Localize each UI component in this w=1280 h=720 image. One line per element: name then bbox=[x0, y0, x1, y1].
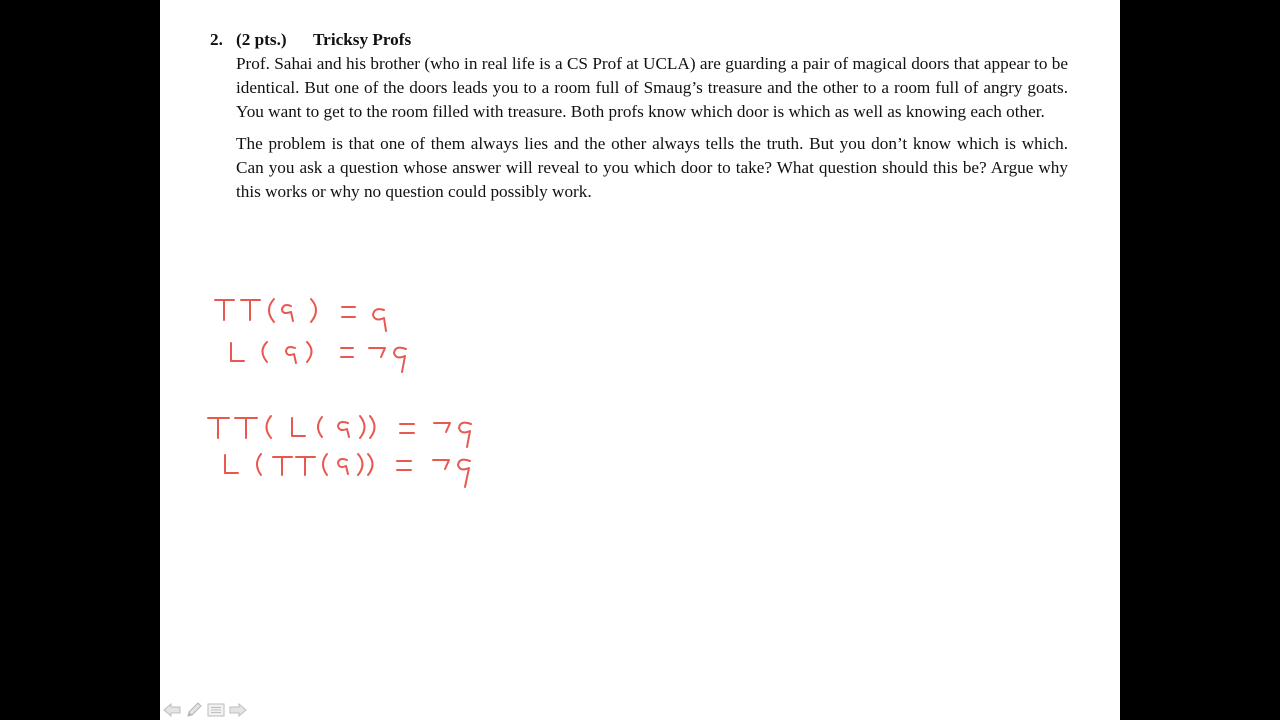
next-arrow-icon[interactable] bbox=[228, 700, 248, 720]
handwritten-annotations bbox=[160, 0, 1120, 720]
slide-toolbar bbox=[160, 700, 248, 720]
previous-arrow-icon[interactable] bbox=[162, 700, 182, 720]
annotation-line-1 bbox=[215, 299, 386, 331]
pen-icon[interactable] bbox=[184, 700, 204, 720]
menu-icon[interactable] bbox=[206, 700, 226, 720]
problem-title: Tricksy Profs bbox=[313, 30, 412, 49]
document-page bbox=[160, 0, 1120, 720]
annotation-line-3 bbox=[208, 416, 471, 447]
problem-points: (2 pts.) bbox=[236, 30, 287, 49]
problem-number: 2. bbox=[210, 30, 223, 49]
problem-paragraph-2: The problem is that one of them always lies and the other always tells the truth. But you don’t know which is which. Can you ask a question whose answer will reveal to you which door to take? What question should this be? Argue why this works or why no question could possibly work. bbox=[236, 134, 1068, 201]
problem-paragraph-1: Prof. Sahai and his brother (who in real life is a CS Prof at UCLA) are guarding a pair of magical doors that appear to be identical. But one of the doors leads you to a room full of Smaug’s treasure and the other to a room full of angry goats. You want to get to the room filled with treasure. Both profs know which door is which as well as knowing each other. bbox=[236, 54, 1068, 121]
annotation-line-4 bbox=[225, 454, 470, 487]
annotation-line-2 bbox=[231, 342, 406, 372]
